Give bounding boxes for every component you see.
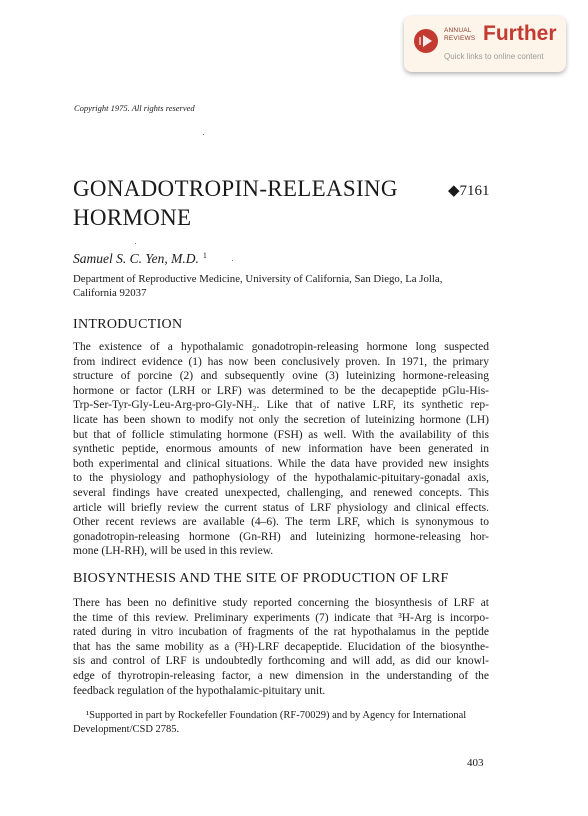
section-heading-introduction: INTRODUCTION: [73, 317, 183, 332]
text-line: the time of this review. Preliminary experiments (7) indicate that ³H-Arg is incorpo-: [73, 611, 489, 624]
further-links-badge[interactable]: [404, 16, 566, 72]
text-line: There has been no definitive study reported concerning the biosynthesis of LRF at: [73, 597, 489, 609]
quick-links-label: Quick links to online content: [444, 52, 544, 61]
article-title: [73, 174, 413, 232]
text-line: The existence of a hypothalamic gonadotropin-releasing hormone long suspected: [73, 341, 489, 353]
author-name: [73, 251, 207, 267]
scan-speck: [135, 243, 136, 244]
text-line: but that of follicle stimulating hormone (FSH) as well. With the availability of this: [73, 428, 489, 441]
annual-reviews-brand: [444, 27, 478, 42]
author-footnote-mark: 1: [202, 251, 207, 260]
affiliation-line-1: Department of Reproductive Medicine, University of California, San Diego, La Jolla,: [73, 273, 443, 285]
text-line: gonadotropin-releasing hormone (Gn-RH) and luteinizing hormone-releasing hor-: [73, 530, 489, 543]
scan-speck: [232, 260, 233, 261]
footnote: [73, 709, 493, 737]
brand-line-2: REVIEWS: [444, 34, 476, 42]
page-number: 403: [467, 757, 484, 769]
text-line: edge of thyrotropin-releasing factor, a new dimension in the understanding of the: [73, 669, 489, 682]
title-line-1: GONADOTROPIN-RELEASING: [73, 176, 398, 201]
text-line: hormone or factor (LRH or LRF) was determined to be the decapeptide pGlu-His-: [73, 384, 489, 397]
text-line: rated during in vitro incubation of fragments of the rat hypothalamus in the peptide: [73, 626, 489, 639]
text-line: several findings have created unexpected, challenging, and renewed concepts. This: [73, 486, 489, 499]
text-line: Other recent reviews are available (4–6). The term LRF, which is synonymous to: [73, 516, 489, 529]
brand-line-1: ANNUAL: [444, 27, 472, 34]
footnote-line-1: ¹Supported in part by Rockefeller Foundation (RF-70029) and by Agency for International: [86, 710, 467, 721]
article-code: ◆7161: [448, 183, 490, 199]
annual-reviews-logo-icon: [414, 29, 438, 53]
text-line: both experimental and clinical situations. While the data have provided new insights: [73, 457, 489, 470]
footnote-line-2: Development/CSD 2785.: [73, 724, 180, 735]
text-line: synthetic peptide, enormous amounts of new information have been generated in: [73, 443, 489, 456]
text-line: that has the same mobility as a (³H)-LRF decapeptide. Elucidation of the biosynthe-: [73, 640, 489, 653]
affiliation-line-2: California 92037: [73, 287, 147, 299]
text-line: structure of porcine (2) and subsequently ovine (3) luteinizing hormone-releasing: [73, 370, 489, 383]
text-line: to the physiology and pathophysiology of the hypothalamic-pituitary-gonadal axis,: [73, 472, 489, 485]
text-line: mone (LH-RH), will be used in this review.: [73, 545, 274, 558]
scan-speck: [203, 134, 204, 135]
text-line: feedback regulation of the hypothalamic-pituitary unit.: [73, 684, 326, 697]
text-line: from indirect evidence (1) has now been conclusively proven. In 1971, the primary: [73, 355, 489, 368]
author-text: Samuel S. C. Yen, M.D.: [73, 251, 199, 266]
copyright-notice: Copyright 1975. All rights reserved: [74, 103, 195, 113]
section-heading-biosynthesis: BIOSYNTHESIS AND THE SITE OF PRODUCTION OF LRF: [73, 571, 449, 586]
biosynthesis-paragraph: [73, 596, 489, 698]
title-line-2: HORMONE: [73, 205, 192, 230]
text-line: article will briefly review the current status of LRF physiology and clinical effects.: [73, 501, 489, 514]
text-line: licate has been shown to modify not only the secretion of luteinizing hormone (LH): [73, 413, 489, 426]
text-line: Trp-Ser-Tyr-Gly-Leu-Arg-pro-Gly-NH₂. Like that of native LRF, its synthetic rep-: [73, 399, 489, 412]
author-affiliation: [73, 272, 503, 300]
further-label: Further: [483, 22, 557, 45]
introduction-paragraph: [73, 340, 489, 559]
text-line: sis and control of LRF is undoubtedly forthcoming and will add, as did our knowl-: [73, 655, 489, 668]
